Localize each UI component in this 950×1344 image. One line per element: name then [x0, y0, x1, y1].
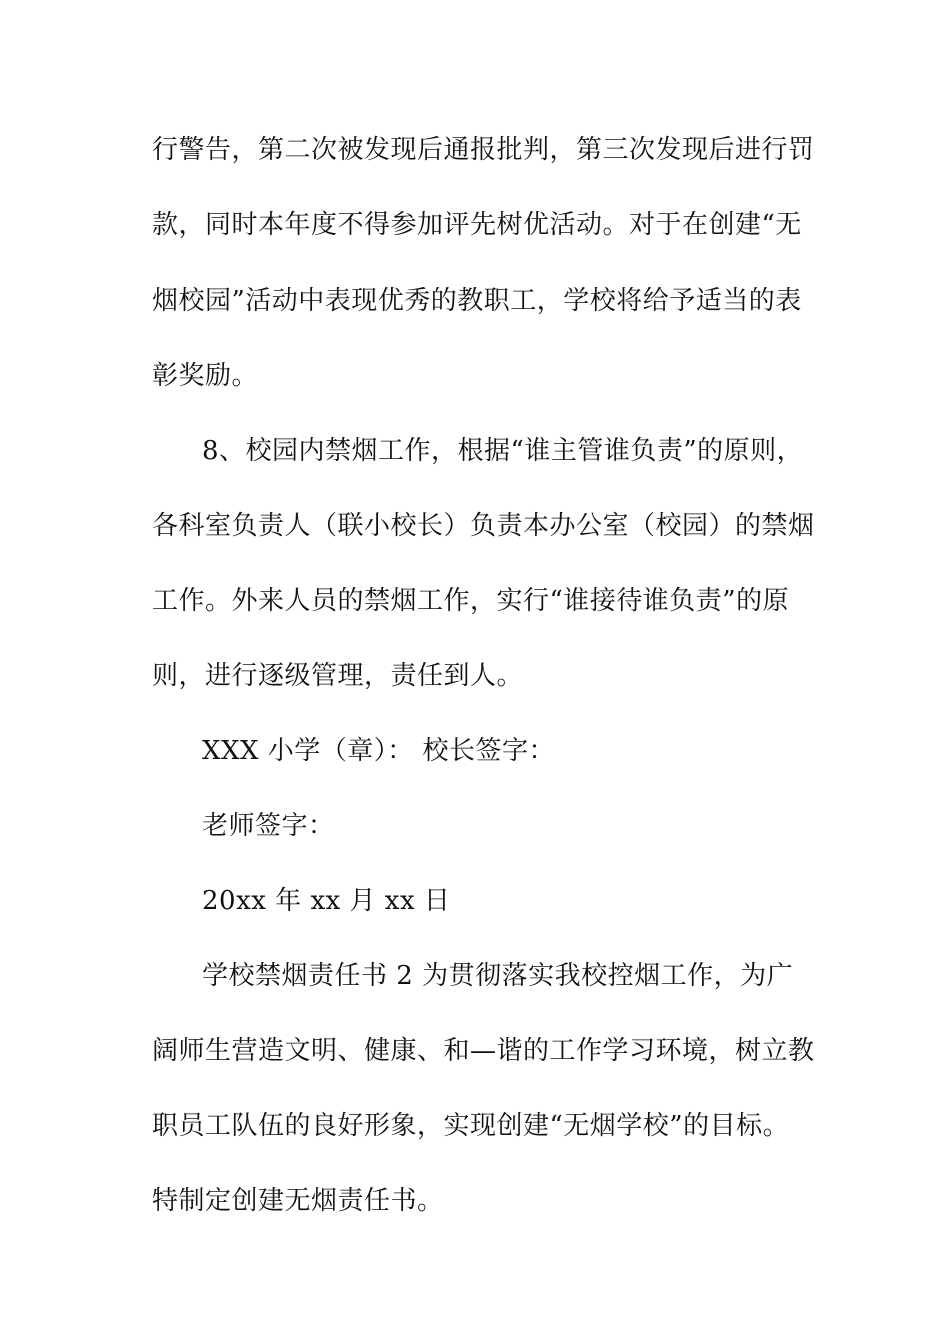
- paragraph-line: 工作。外来人员的禁烟工作，实行“谁接待谁负责”的原: [152, 586, 790, 616]
- paragraph-line: 行警告，第二次被发现后通报批判，第三次发现后进行罚: [152, 135, 815, 165]
- paragraph-line: 彰奖励。: [152, 361, 259, 391]
- teacher-signature-line: 老师签字：: [202, 811, 335, 841]
- paragraph-line: 各科室负责人（联小校长）负责本办公室（校园）的禁烟: [152, 511, 815, 541]
- section-title-line: 学校禁烟责任书 2 为贯彻落实我校控烟工作，为广: [202, 961, 794, 991]
- paragraph-line: 则，进行逐级管理，责任到人。: [152, 661, 524, 691]
- date-line: 20xx 年 xx 月 xx 日: [202, 886, 451, 916]
- signature-line: XXX 小学（章）： 校长签字：: [202, 736, 556, 766]
- paragraph-line: 阔师生营造文明、健康、和—谐的工作学习环境，树立教: [152, 1036, 815, 1066]
- paragraph-line: 8、校园内禁烟工作，根据“谁主管谁负责”的原则，: [202, 436, 804, 466]
- paragraph-line: 烟校园”活动中表现优秀的教职工，学校将给予适当的表: [152, 286, 802, 316]
- paragraph-line: 款，同时本年度不得参加评先树优活动。对于在创建“无: [152, 210, 802, 240]
- paragraph-line: 职员工队伍的良好形象，实现创建“无烟学校”的目标。: [152, 1111, 790, 1141]
- paragraph-line: 特制定创建无烟责任书。: [152, 1186, 444, 1216]
